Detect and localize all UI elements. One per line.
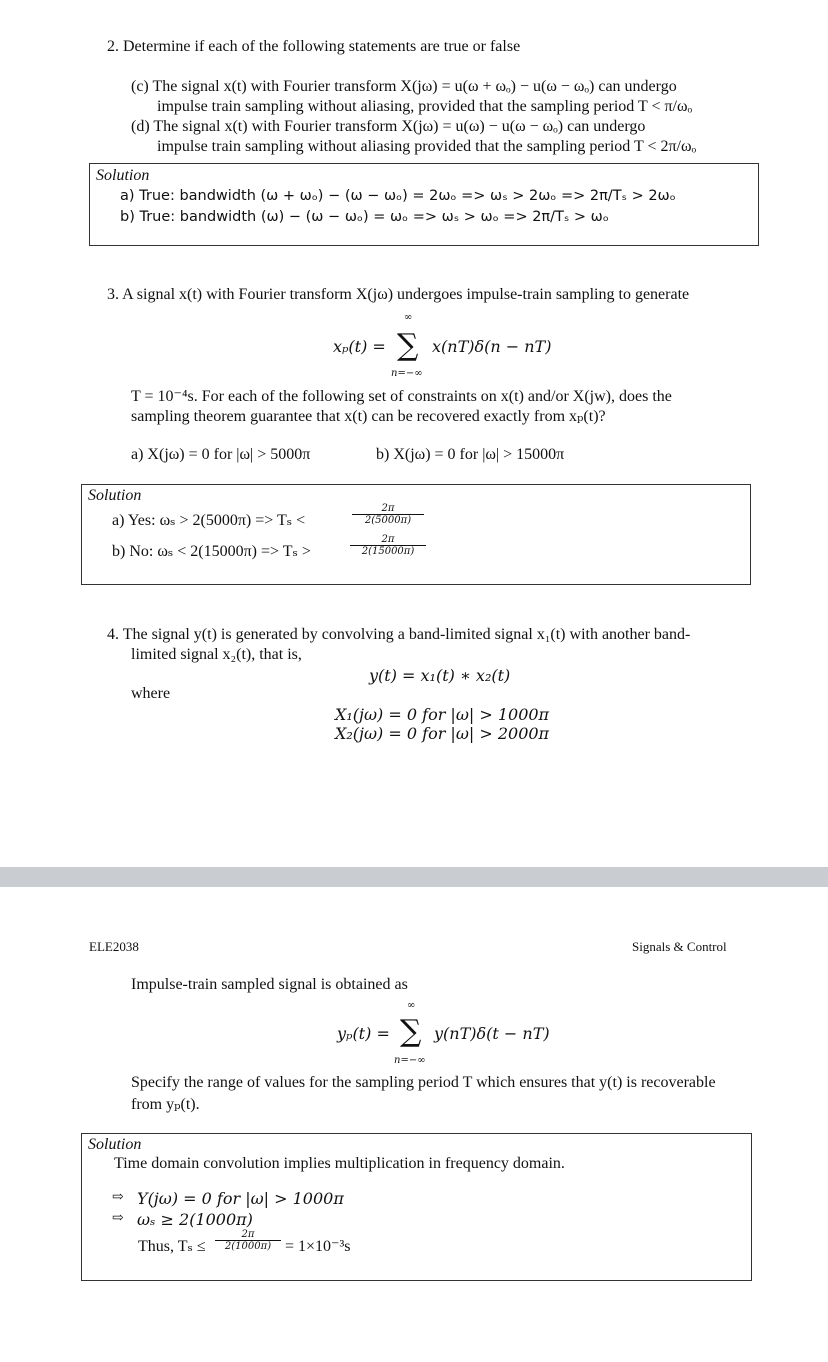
q3-solution-b-denominator: 2(15000π)	[361, 546, 415, 557]
q3-para-line2: sampling theorem guarantee that x(t) can be recovered exactly from xₚ(t)?	[131, 408, 606, 425]
q4-where: where	[131, 685, 171, 702]
q3-para-line1: T = 10⁻⁴s. For each of the following set of constraints on x(t) and/or X(jw), does the	[131, 388, 672, 405]
q3-eq-lhs: xₚ(t) =	[333, 337, 386, 356]
q4-title-line1: 4. The signal y(t) is generated by convolving a band-limited signal x₁(t) with another band-	[107, 626, 691, 643]
q4-solution-numerator: 2π	[215, 1229, 281, 1241]
header-course-code: ELE2038	[89, 939, 139, 954]
p2-eq-lhs: yₚ(t) =	[337, 1024, 390, 1043]
q3-solution-a-fraction	[352, 503, 424, 526]
q2-c-line2: impulse train sampling without aliasing, provided that the sampling period T < π/ωₒ	[157, 98, 693, 115]
q3-solution-a: a) Yes: ωₛ > 2(5000π) => Tₛ <	[112, 512, 306, 529]
q2-solution-box	[89, 163, 759, 246]
q4-solution-fraction	[215, 1229, 281, 1252]
q3-option-a: a) X(jω) = 0 for |ω| > 5000π	[131, 446, 311, 463]
header-course-title: Signals & Control	[632, 939, 727, 954]
q2-d-line2: impulse train sampling without aliasing provided that the sampling period T < 2π/ωₒ	[157, 138, 697, 155]
q4-solution-result: = 1×10⁻³s	[285, 1238, 351, 1255]
q2-solution-b: b) True: bandwidth (ω) − (ω − ωₒ) = ωₒ => ωₛ > ωₒ => 2π/Tₛ > ωₒ	[120, 209, 609, 225]
q4-condition-2: X₂(jω) = 0 for |ω| > 2000π	[335, 724, 550, 743]
q2-c-line1: (c) The signal x(t) with Fourier transform X(jω) = u(ω + ωₒ) − u(ω − ωₒ) can undergo	[131, 78, 677, 95]
q3-sum-bottom: n=−∞	[391, 368, 423, 379]
p2-intro: Impulse-train sampled signal is obtained as	[131, 976, 408, 993]
q3-solution-b-fraction	[350, 534, 426, 557]
q3-sum-top: ∞	[404, 312, 413, 323]
q4-condition-1: X₁(jω) = 0 for |ω| > 1000π	[335, 705, 550, 724]
q4-equation: y(t) = x₁(t) ∗ x₂(t)	[369, 666, 511, 685]
q3-title: 3. A signal x(t) with Fourier transform X(jω) undergoes impulse-train sampling to generate	[107, 286, 690, 303]
q4-solution-label: Solution	[88, 1136, 142, 1153]
p2-eq-rhs: y(nT)δ(t − nT)	[434, 1024, 550, 1043]
q4-solution-bullet-1: Y(jω) = 0 for |ω| > 1000π	[137, 1189, 344, 1208]
p2-sum-bottom: n=−∞	[394, 1055, 426, 1066]
q3-solution-a-denominator: 2(5000π)	[364, 515, 412, 526]
p2-sum-top: ∞	[407, 1000, 416, 1011]
q2-d-line1: (d) The signal x(t) with Fourier transform X(jω) = u(ω) − u(ω − ωₒ) can undergo	[131, 118, 646, 135]
q4-solution-bullet-2: ωₛ ≥ 2(1000π)	[137, 1210, 253, 1229]
q3-solution-box	[81, 484, 751, 585]
q3-solution-a-numerator: 2π	[352, 503, 424, 515]
q3-solution-b: b) No: ωₛ < 2(15000π) => Tₛ >	[112, 543, 311, 560]
q4-solution-denominator: 2(1000π)	[224, 1241, 272, 1252]
q3-solution-b-numerator: 2π	[350, 534, 426, 546]
q4-solution-line: Time domain convolution implies multiplication in frequency domain.	[114, 1155, 565, 1172]
arrow-icon: ⇨	[112, 1190, 124, 1205]
q2-title: 2. Determine if each of the following statements are true or false	[107, 38, 521, 55]
q3-eq-rhs: x(nT)δ(n − nT)	[432, 337, 552, 356]
q3-sum-sign: ∑	[397, 328, 419, 363]
q3-solution-label: Solution	[88, 487, 142, 504]
arrow-icon: ⇨	[112, 1211, 124, 1226]
q4-solution-box	[81, 1133, 752, 1281]
q3-option-b: b) X(jω) = 0 for |ω| > 15000π	[376, 446, 565, 463]
p2-para-line1: Specify the range of values for the sampling period T which ensures that y(t) is recoverable	[131, 1074, 716, 1091]
page-divider	[0, 867, 828, 887]
q2-solution-label: Solution	[96, 167, 150, 184]
q2-solution-a: a) True: bandwidth (ω + ωₒ) − (ω − ωₒ) = 2ωₒ => ωₛ > 2ωₒ => 2π/Tₛ > 2ωₒ	[120, 188, 676, 204]
p2-sum-sign: ∑	[400, 1014, 422, 1049]
q4-title-line2: limited signal x₂(t), that is,	[131, 646, 302, 663]
q4-solution-thus: Thus, Tₛ ≤	[138, 1238, 206, 1255]
p2-para-line2: from yₚ(t).	[131, 1096, 200, 1113]
